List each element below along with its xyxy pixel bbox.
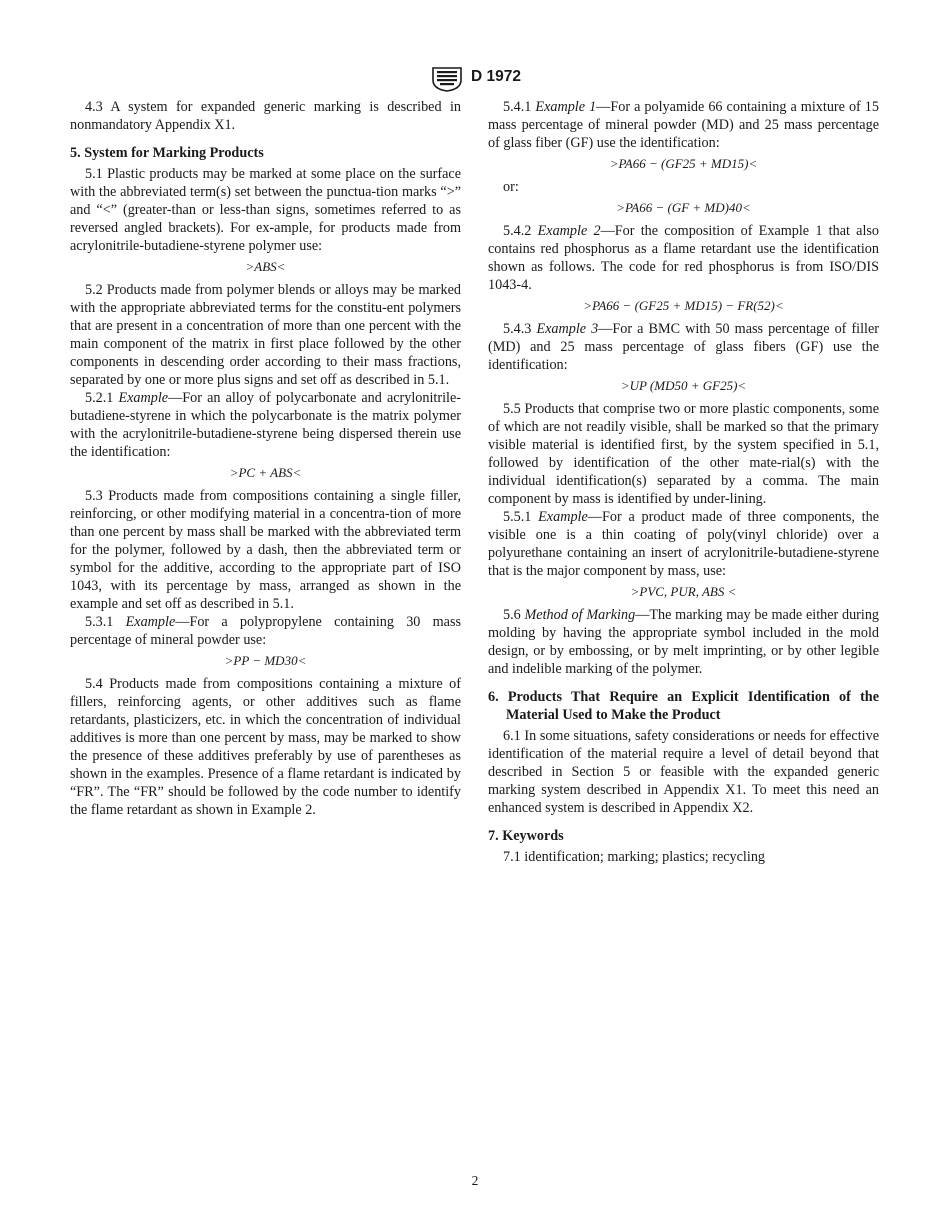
example-label: Example 3: [536, 321, 599, 337]
right-column: [488, 98, 879, 866]
section-text: —For a polypropylene containing 30 mass percentage of mineral powder use:: [70, 614, 461, 648]
section-text: —For the composition of Example 1 that also contains red phosphorus as a flame retardant use the identification shown as follows. The code for red phosphorus is from ISO/DIS 1043-4.: [488, 223, 880, 293]
section-text: —For a product made of three components, the visible one is a thin coating of poly(vinyl chloride) over a polyurethane containing an insert of acrylonitrile-butadiene-styrene that is the major component by mass, use:: [488, 509, 879, 579]
section-5-5: 5.5 Products that comprise two or more plastic components, some of which are not readily visible, shall be marked so that the primary visible material is identified first, by the system specified in 5.1, followed by identification of the other mate-rial(s) with the individual identification(s) separated by a comma. The main component by mass is identified by under-lining.: [488, 401, 879, 507]
section-5-4-3: [488, 320, 879, 374]
section-6-1: 6.1 In some situations, safety considerations or needs for effective identification of the material require a level of detail beyond that described in Section 5 or feasible with the expanded generic marking system described in Appendix X1. To meet this need an enhanced system is described in Appendix X2.: [488, 728, 879, 816]
section-text: —The marking may be made either during molding by having the appropriate symbol included in the mold design, or by embossing, or by melt imprinting, or by other legible and indelible marking of the polymer.: [488, 607, 880, 677]
document-designation: D 1972: [471, 68, 521, 85]
or-text: or:: [503, 179, 519, 195]
section-5-4: 5.4 Products made from compositions containing a mixture of fillers, reinforcing agents, or other additives such as flame retardants, plasticizers, etc. in which the concentration of individual additives is more than one percent by mass, may be marked to show the presence of these additives preferably by use of parentheses as shown in the examples. Presence of a flame retardant is indicated by “FR”. The “FR” should be followed by the code number to identify the flame retardant as shown in Example 2.: [70, 676, 461, 818]
section-5-4-1: [488, 98, 879, 152]
section-5-5-1: [488, 508, 879, 580]
page-number: 2: [471, 1173, 479, 1188]
section-number: 5.4.2: [503, 223, 538, 239]
section-5-2: 5.2 Products made from polymer blends or alloys may be marked with the appropriate abbreviated terms for the constitu-ent polymers that are present in a concentration of more than one percent with the main component of the matrix in first place followed by the other components in descending order according to their mass fractions, separated by one or more plus signs and set off as described in 5.1.: [70, 282, 461, 388]
formula-pc-abs: >PC + ABS<: [229, 465, 302, 480]
formula-pp: >PP − MD30<: [224, 653, 307, 668]
section-7-1: 7.1 identification; marking; plastics; recycling: [503, 849, 766, 865]
section-text: —For a polyamide 66 containing a mixture of 15 mass percentage of mineral powder (MD) and 25 mass percentage of glass fiber (GF) use the identification:: [488, 99, 879, 151]
example-label: Example: [538, 509, 588, 525]
formula-pa66-2: >PA66 − (GF + MD)40<: [616, 200, 751, 215]
section-number: 5.4.1: [503, 99, 536, 115]
section-number: 5.5.1: [503, 509, 539, 525]
section-5-6: [488, 606, 879, 678]
section-text: —For a BMC with 50 mass percentage of filler (MD) and 25 mass percentage of glass fibers (GF) use the identification:: [488, 321, 880, 373]
section-5-3-1: [70, 613, 461, 649]
formula-pvc: >PVC, PUR, ABS <: [630, 584, 737, 599]
formula-abs: >ABS<: [245, 259, 286, 274]
section-text: —For an alloy of polycarbonate and acrylonitrile-butadiene-styrene in which the polycarbonate is the matrix polymer with the acrylonitrile-butadiene-styrene being dispersed therein use the identification:: [70, 390, 462, 460]
section-5-4-2: [488, 222, 879, 294]
section-number: 5.6: [503, 607, 525, 623]
formula-pa66-1: >PA66 − (GF25 + MD15)<: [609, 156, 758, 171]
example-label: Example 1: [535, 99, 597, 115]
section-number: 5.2.1: [85, 390, 119, 406]
section-5-2-1: [70, 389, 461, 461]
section-6-heading: 6. Products That Require an Explicit Identification of the Material Used to Make the Product: [488, 689, 879, 723]
astm-logo-icon: [429, 62, 465, 92]
example-label: Example: [125, 614, 176, 630]
example-label: Example: [118, 390, 169, 406]
section-4-3: 4.3 A system for expanded generic marking is described in nonmandatory Appendix X1.: [70, 99, 461, 133]
page-header: [0, 62, 950, 92]
section-number: 5.3.1: [85, 614, 126, 630]
section-5-3: 5.3 Products made from compositions containing a single filler, reinforcing, or other modifying material in a concentra-tion of more than one percent by mass shall be marked with the abbreviated term for the polymer, followed by a dash, then the abbreviated term or symbol for the additive, according to the appropriate part of ISO 1043, with its percentage by mass, arranged as shown in the example and set off as described in 5.1.: [70, 488, 461, 612]
section-number: 5.4.3: [503, 321, 537, 337]
formula-pa66-3: >PA66 − (GF25 + MD15) − FR(52)<: [583, 298, 784, 313]
left-column: [70, 98, 461, 819]
section-7-heading: 7. Keywords: [488, 828, 564, 844]
formula-up: >UP (MD50 + GF25)<: [620, 378, 747, 393]
section-5-1: 5.1 Plastic products may be marked at some place on the surface with the abbreviated term(s) set between the punctua-tion marks “>” and “<” (greater-than or less-than signs, sometimes referred to as reversed angled brackets). For ex-ample, for products made from acrylonitrile-butadiene-styrene polymer use:: [70, 166, 461, 254]
example-label: Example 2: [537, 223, 601, 239]
method-label: Method of Marking: [524, 607, 636, 623]
section-5-heading: 5. System for Marking Products: [70, 145, 264, 161]
